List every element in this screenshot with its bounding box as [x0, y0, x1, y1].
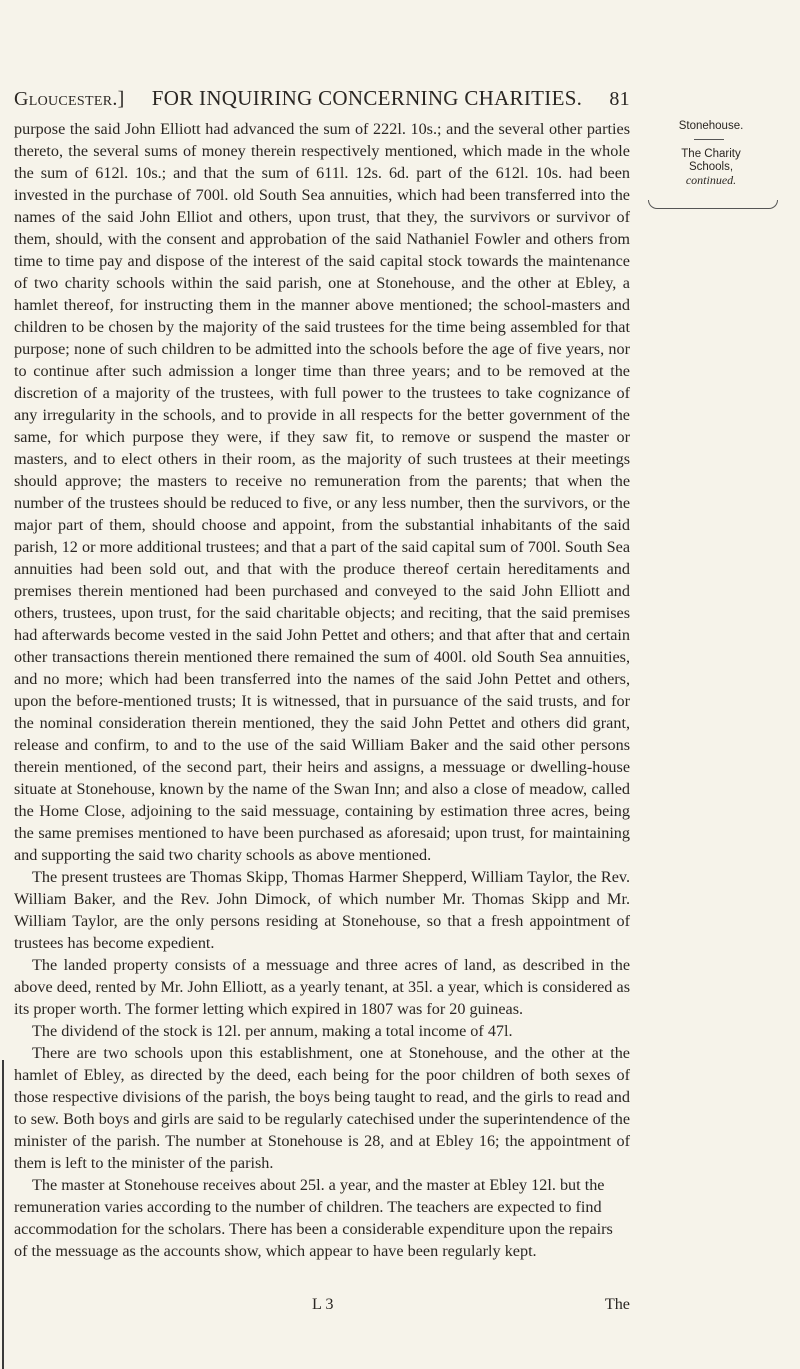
margin-topic-line: Schools, — [688, 161, 734, 173]
margin-note-topic — [645, 148, 777, 187]
page-footer — [14, 1295, 630, 1319]
page-edge-line — [2, 1060, 4, 1369]
margin-topic-line: The Charity — [681, 148, 741, 160]
paragraph: There are two schools upon this establishment, one at Stonehouse, and the other at the hamlet of Ebley, as directed by the deed, each being for the poor children of both sexes of those respective divisions of the parish, the boys being taught to read, and the girls to read and to sew. Both boys and girls are said to be regularly catechised under the superintendence of the minister of the parish. The number at Stonehouse is 28, and at Ebley 16; the appointment of them is left to the minister of the parish. — [14, 1044, 630, 1172]
body-text — [14, 118, 630, 1262]
margin-note-place: Stonehouse. — [678, 120, 744, 132]
page-title: FOR INQUIRING CONCERNING CHARITIES. — [151, 86, 583, 110]
paragraph: The landed property consists of a messuage and three acres of land, as described in the above deed, rented by Mr. John Elliott, as a yearly tenant, at 35l. a year, which is considered as its proper worth. The former letting which expired in 1807 was for 20 guineas. — [14, 956, 630, 1018]
catchword: The — [604, 1295, 630, 1313]
paragraph: The present trustees are Thomas Skipp, Thomas Harmer Shepperd, William Taylor, the Rev. William Baker, and the Rev. John Dimock, of which number Mr. Thomas Skipp and Mr. William Taylor, are the only persons residing at Stonehouse, so that a fresh appointment of trustees has become expedient. — [14, 868, 630, 952]
paragraph: The master at Stonehouse receives about 25l. a year, and the master at Ebley 12l. but the remuneration varies according to the number of children. The teachers are expected to find accommodation for the scholars. There has been a considerable expenditure upon the repairs of the messuage as the accounts show, which appear to have been regularly kept. — [14, 1176, 613, 1260]
margin-brace — [648, 200, 778, 209]
page-number: 81 — [609, 88, 630, 110]
paragraph: The dividend of the stock is 12l. per annum, making a total income of 47l. — [32, 1022, 513, 1040]
margin-topic-line: continued. — [685, 173, 737, 187]
signature-mark: L 3 — [312, 1295, 334, 1313]
page-header — [14, 86, 630, 111]
paragraph: purpose the said John Elliott had advanced the sum of 222l. 10s.; and the several other parties thereto, the several sums of money therein respectively mentioned, which made in the whole the sum of 612l. 10s.; and that the sum of 611l. 12s. 6d. part of the 612l. 10s. had been invested in the purchase of 700l. old South Sea annuities, which had been transferred into the names of the said John Elliot and others, upon trust, that they, the survivors or survivor of them, should, with the consent and approbation of the said Nathaniel Fowler and others from time to time pay and dispose of the interest of the said capital stock towards the maintenance of two charity schools within the said parish, one at Stonehouse, and the other at Ebley, a hamlet thereof, for instructing them in the manner above mentioned; the school-masters and children to be chosen by the majority of the said trustees for the time being assembled for that purpose; none of such children to be admitted into the schools before the age of five years, nor to continue after such admission a longer time than three years; and to be removed at the discretion of a majority of the trustees, with full power to the trustees to take cognizance of any irregularity in the schools, and to provide in all respects for the better government of the same, for which purpose they were, if they saw fit, to remove or suspend the master or masters, and to elect others in their room, as the majority of such trustees at their meetings should approve; the masters to receive no remuneration from the parents; that when the number of the trustees should be reduced to five, or any less number, then the survivors, or the major part of them, should choose and appoint, from the substantial inhabitants of the said parish, 12 or more additional trustees; and that a part of the said capital sum of 700l. South Sea annuities had been sold out, and that with the produce thereof certain hereditaments and premises therein mentioned had been purchased and conveyed to the said John Elliott and others, trustees, upon trust, for the said charitable objects; and reciting, that the said premises had afterwards become vested in the said John Pettet and others; and that after that and certain other transactions therein mentioned there remained the sum of 400l. old South Sea annuities, and no more; which had been transferred into the names of the said John Pettet and others, upon the before-mentioned trusts; It is witnessed, that in pursuance of the said trusts, and for the nominal consideration therein mentioned, they the said John Pettet and others did grant, release and confirm, to and to the use of the said William Baker and the said other persons therein mentioned, of the second part, their heirs and assigns, a messuage or dwelling-house situate at Stonehouse, known by the name of the Swan Inn; and also a close of meadow, called the Home Close, adjoining to the said messuage, containing by estimation three acres, being the same premises mentioned to have been purchased as aforesaid; upon trust, for maintaining and supporting the said two charity schools as above mentioned. — [14, 120, 630, 864]
running-head: Gloucester.] — [14, 88, 125, 110]
margin-rule — [694, 139, 724, 140]
